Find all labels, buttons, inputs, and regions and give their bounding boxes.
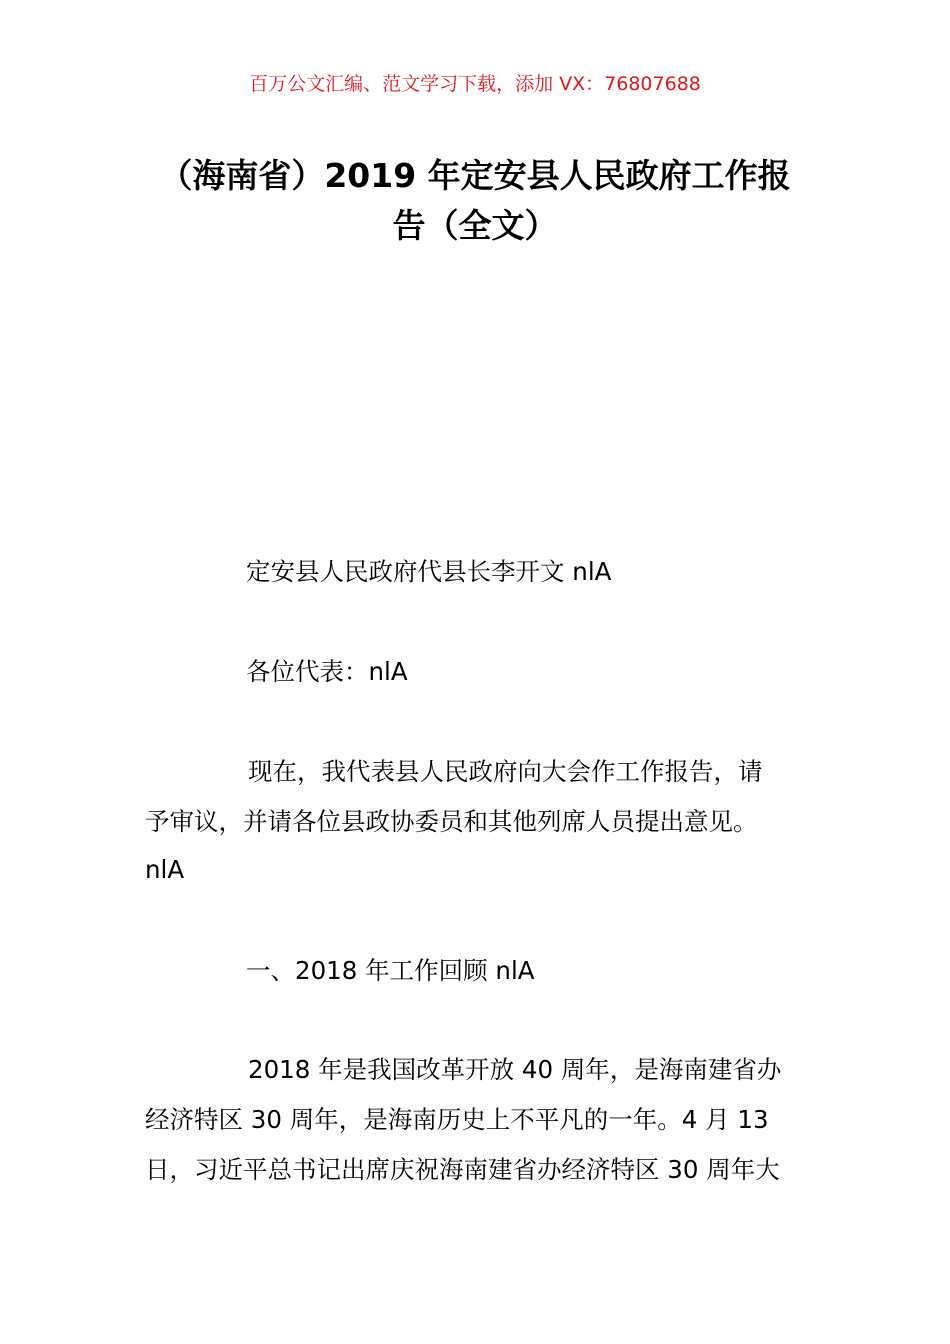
paragraph-line: 经济特区 30 周年，是海南历史上不平凡的一年。4 月 13 bbox=[145, 1105, 769, 1134]
paragraph-line: 2018 年是我国改革开放 40 周年，是海南建省办 bbox=[248, 1055, 782, 1084]
document-title-line-2: 告（全文） bbox=[392, 206, 558, 245]
author-line: 定安县人民政府代县长李开文 nlA bbox=[246, 557, 612, 586]
paragraph-line: 日，习近平总书记出席庆祝海南建省办经济特区 30 周年大 bbox=[145, 1155, 780, 1184]
paragraph-line: 予审议，并请各位县政协委员和其他列席人员提出意见。 bbox=[145, 807, 758, 836]
paragraph-line: nlA bbox=[145, 855, 185, 884]
document-title-line-1: （海南省）2019 年定安县人民政府工作报 bbox=[159, 156, 791, 195]
salutation: 各位代表：nlA bbox=[246, 657, 408, 686]
paragraph-line: 现在，我代表县人民政府向大会作工作报告，请 bbox=[248, 757, 763, 786]
section-heading: 一、2018 年工作回顾 nlA bbox=[246, 956, 535, 985]
promo-header: 百万公文汇编、范文学习下载，添加 VX：76807688 bbox=[249, 73, 701, 95]
